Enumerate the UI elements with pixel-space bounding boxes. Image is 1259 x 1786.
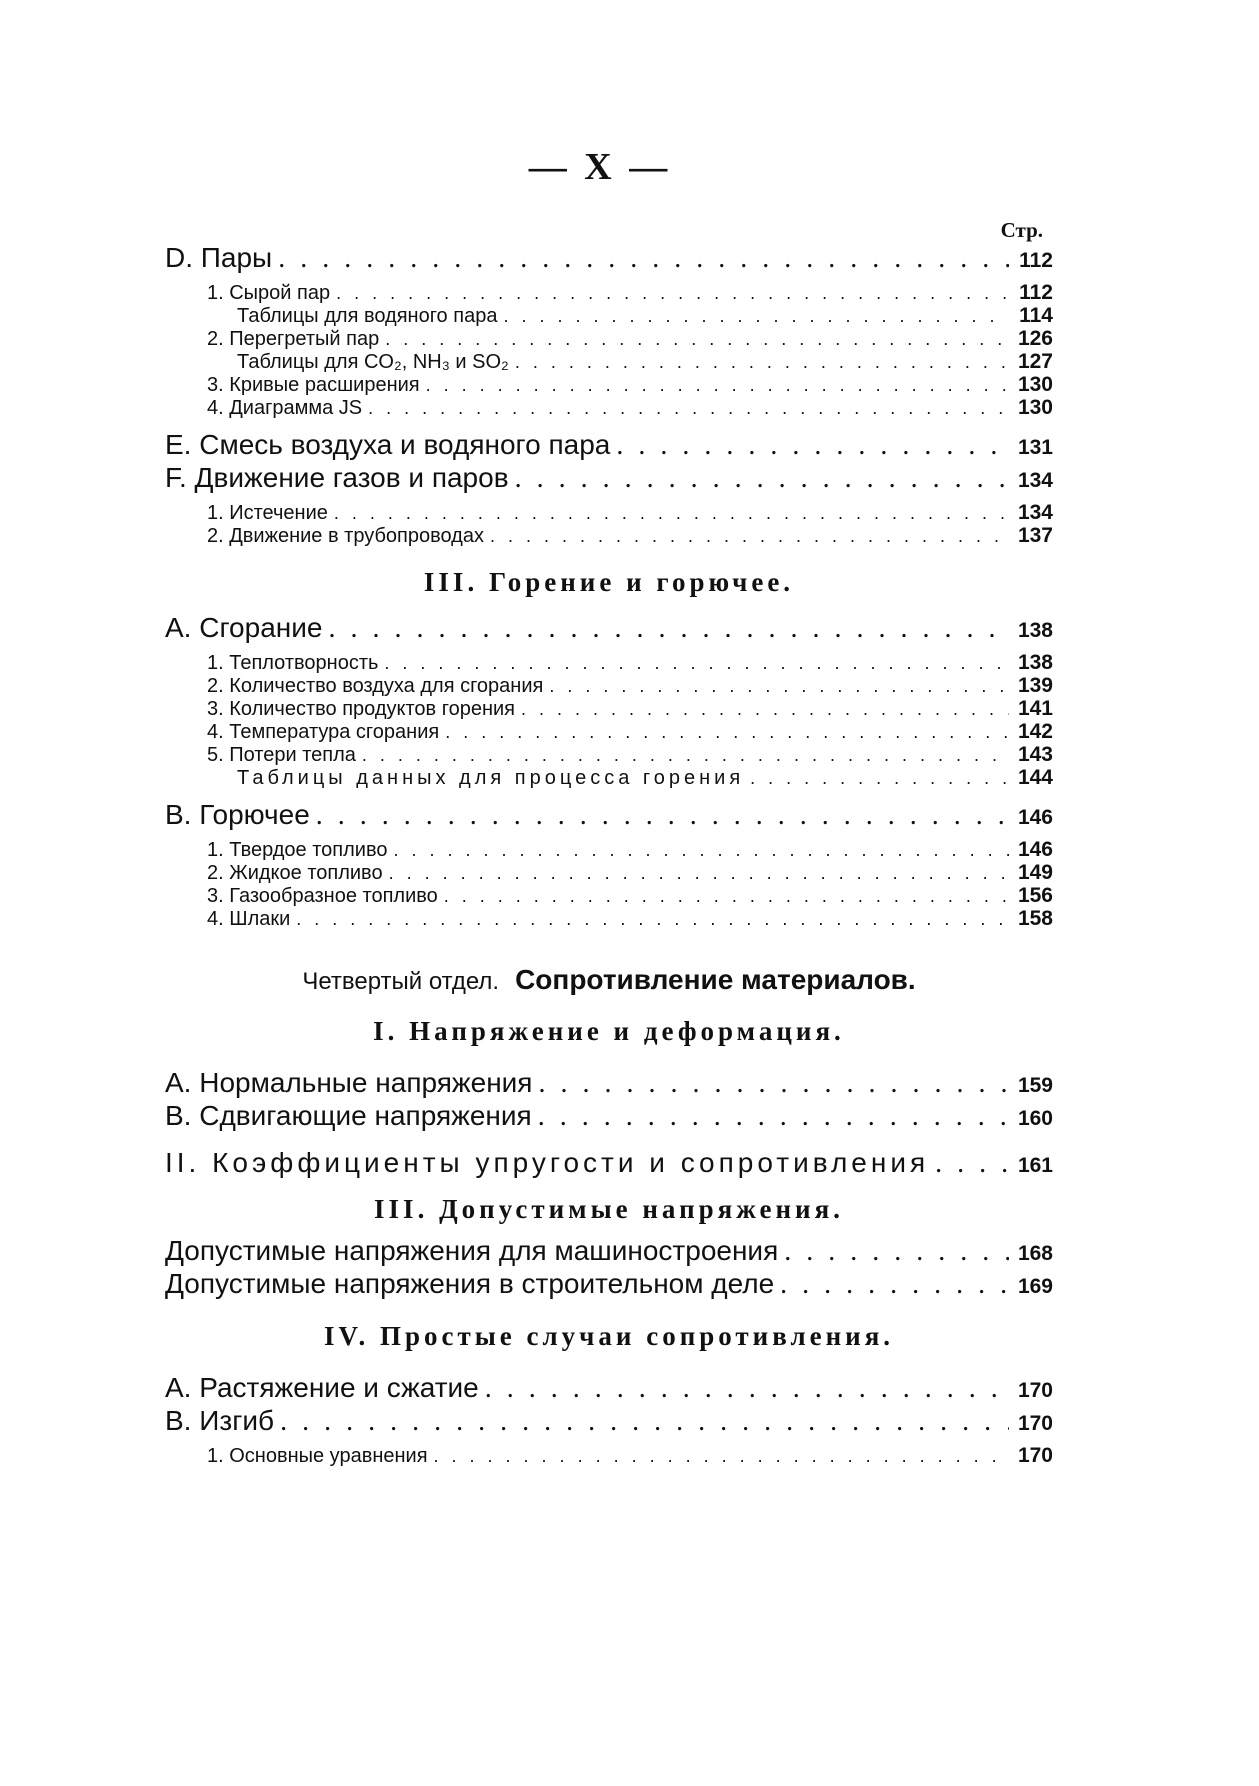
- toc-subentry[interactable]: [165, 524, 1053, 547]
- part-heading: [165, 964, 1053, 996]
- leader-dots: [296, 909, 1009, 930]
- leader-dots: [389, 863, 1009, 884]
- toc-entry-page: 134: [1017, 501, 1053, 524]
- leader-dots: [280, 1406, 1009, 1438]
- toc-entry-label: 1. Твердое топливо: [207, 839, 388, 861]
- leader-dots: [515, 352, 1009, 373]
- leader-dots: [445, 722, 1009, 743]
- table-of-contents: [165, 218, 1053, 1467]
- toc-entry-label: 1. Основные уравнения: [207, 1445, 428, 1467]
- leader-dots: [384, 653, 1009, 674]
- toc-entry[interactable]: [165, 1100, 1053, 1133]
- toc-subentry[interactable]: [165, 327, 1053, 350]
- toc-entry-page: 126: [1017, 327, 1053, 350]
- toc-entry-page: 141: [1017, 697, 1053, 720]
- toc-entry-label: E. Смесь воздуха и водяного пара: [165, 429, 611, 460]
- leader-dots: [334, 503, 1009, 524]
- toc-subentry[interactable]: [165, 884, 1053, 907]
- toc-entry-label: Таблицы для CO₂, NH₃ и SO₂: [237, 351, 509, 373]
- toc-entry-page: 158: [1017, 907, 1053, 930]
- toc-entry[interactable]: [165, 1405, 1053, 1438]
- toc-entry-page: 160: [1017, 1107, 1053, 1130]
- toc-subentry[interactable]: [165, 766, 1053, 789]
- part-title: Сопротивление материалов.: [515, 964, 916, 995]
- toc-entry-page: 112: [1019, 281, 1053, 304]
- toc-entry-page: 161: [1017, 1154, 1053, 1177]
- toc-entry[interactable]: [165, 799, 1053, 832]
- toc-entry-label: Допустимые напряжения в строительном деле: [165, 1268, 775, 1299]
- toc-entry-label: 3. Кривые расширения: [207, 374, 420, 396]
- toc-entry[interactable]: [165, 1268, 1053, 1301]
- toc-entry-page: 131: [1017, 436, 1053, 459]
- toc-entry-label: 1. Теплотворность: [207, 652, 379, 674]
- toc-entry-label: 3. Количество продуктов горения: [207, 698, 515, 720]
- toc-subentry[interactable]: [165, 720, 1053, 743]
- toc-entry-page: 127: [1017, 350, 1053, 373]
- leader-dots: [316, 800, 1009, 832]
- toc-entry-label: 2. Жидкое топливо: [207, 862, 383, 884]
- toc-entry-label: Таблицы для водяного пара: [237, 305, 498, 327]
- toc-subentry[interactable]: [165, 697, 1053, 720]
- toc-subentry[interactable]: [165, 373, 1053, 396]
- toc-entry-label: Допустимые напряжения для машиностроения: [165, 1235, 779, 1266]
- toc-entry-page: 130: [1017, 396, 1053, 419]
- toc-entry[interactable]: [165, 1147, 1053, 1180]
- toc-entry[interactable]: [165, 612, 1053, 645]
- chapter-heading: III. Горение и горючее.: [423, 567, 795, 597]
- toc-entry-label: 5. Потери тепла: [207, 744, 356, 766]
- chapter-heading: IV. Простые случаи сопротивления.: [323, 1321, 895, 1351]
- toc-subentry[interactable]: [165, 350, 1053, 373]
- chapter-heading: III. Допустимые напряжения.: [374, 1194, 844, 1224]
- toc-entry-label: 2. Движение в трубопроводах: [207, 525, 484, 547]
- toc-entry-page: 130: [1017, 373, 1053, 396]
- toc-entry-page: 170: [1017, 1444, 1053, 1467]
- toc-entry-page: 170: [1017, 1412, 1053, 1435]
- toc-entry-page: 114: [1019, 304, 1053, 327]
- toc-subentry[interactable]: [165, 1444, 1053, 1467]
- leader-dots: [538, 1101, 1009, 1133]
- toc-entry-page: 138: [1017, 619, 1053, 642]
- toc-subentry[interactable]: [165, 743, 1053, 766]
- toc-entry-page: 138: [1017, 651, 1053, 674]
- toc-entry-label: 4. Шлаки: [207, 908, 291, 930]
- toc-entry[interactable]: [165, 1372, 1053, 1405]
- leader-dots: [549, 676, 1009, 697]
- toc-entry-page: 159: [1017, 1074, 1053, 1097]
- toc-subentry[interactable]: [165, 281, 1053, 304]
- toc-subentry[interactable]: [165, 907, 1053, 930]
- toc-entry-page: 137: [1017, 524, 1053, 547]
- toc-entry-page: 143: [1017, 743, 1053, 766]
- toc-entry-label: 2. Перегретый пар: [207, 328, 380, 350]
- leader-dots: [935, 1148, 1009, 1180]
- leader-dots: [490, 526, 1009, 547]
- toc-entry[interactable]: [165, 462, 1053, 495]
- toc-entry-page: 142: [1017, 720, 1053, 743]
- page-column-label: Стр.: [1000, 218, 1043, 242]
- leader-dots: [394, 840, 1010, 861]
- toc-entry[interactable]: [165, 1235, 1053, 1268]
- leader-dots: [485, 1373, 1009, 1405]
- toc-entry-label: Таблицы данных для процесса горения: [237, 767, 745, 789]
- part-prefix: Четвертый отдел.: [302, 968, 500, 995]
- toc-subentry[interactable]: [165, 396, 1053, 419]
- leader-dots: [362, 745, 1009, 766]
- toc-entry-label: B. Горючее: [165, 799, 310, 830]
- toc-entry-page: 170: [1017, 1379, 1053, 1402]
- leader-dots: [515, 463, 1009, 495]
- leader-dots: [750, 768, 1009, 789]
- leader-dots: [434, 1446, 1009, 1467]
- toc-entry-label: 1. Сырой пар: [207, 282, 331, 304]
- leader-dots: [538, 1068, 1009, 1100]
- toc-entry-page: 112: [1019, 249, 1053, 272]
- leader-dots: [521, 699, 1009, 720]
- leader-dots: [368, 398, 1009, 419]
- leader-dots: [784, 1236, 1009, 1268]
- toc-entry-label: D. Пары: [165, 242, 273, 273]
- toc-entry-page: 169: [1017, 1275, 1053, 1298]
- leader-dots: [780, 1269, 1009, 1301]
- toc-entry-page: 146: [1017, 838, 1053, 861]
- toc-subentry[interactable]: [165, 651, 1053, 674]
- toc-entry[interactable]: [165, 242, 1053, 275]
- toc-subentry[interactable]: [165, 304, 1053, 327]
- toc-entry-page: 144: [1017, 766, 1053, 789]
- toc-entry-label: B. Сдвигающие напряжения: [165, 1100, 532, 1131]
- toc-entry-page: 146: [1017, 806, 1053, 829]
- leader-dots: [278, 243, 1009, 275]
- leader-dots: [503, 306, 1009, 327]
- toc-entry-label: A. Растяжение и сжатие: [165, 1372, 479, 1403]
- toc-entry-label: 4. Температура сгорания: [207, 721, 440, 743]
- chapter-heading: I. Напряжение и деформация.: [373, 1016, 845, 1046]
- toc-entry-label: 1. Истечение: [207, 502, 328, 524]
- toc-entry-label: II. Коэффициенты упругости и сопротивления: [165, 1147, 930, 1178]
- toc-entry-page: 168: [1017, 1242, 1053, 1265]
- toc-entry-label: A. Сгорание: [165, 612, 323, 643]
- leader-dots: [444, 886, 1009, 907]
- toc-subentry[interactable]: [165, 861, 1053, 884]
- toc-entry-label: 2. Количество воздуха для сгорания: [207, 675, 544, 697]
- toc-entry-page: 139: [1017, 674, 1053, 697]
- toc-entry[interactable]: [165, 429, 1053, 462]
- toc-entry-page: 134: [1017, 469, 1053, 492]
- toc-entry[interactable]: [165, 1067, 1053, 1100]
- page-number: — X —: [528, 146, 672, 188]
- leader-dots: [336, 283, 1009, 304]
- leader-dots: [616, 430, 1009, 462]
- toc-subentry[interactable]: [165, 838, 1053, 861]
- leader-dots: [426, 375, 1009, 396]
- toc-subentry[interactable]: [165, 674, 1053, 697]
- leader-dots: [328, 613, 1009, 645]
- toc-entry-label: 3. Газообразное топливо: [207, 885, 438, 907]
- toc-entry-page: 156: [1017, 884, 1053, 907]
- toc-entry-label: 4. Диаграмма JS: [207, 397, 363, 419]
- toc-entry-page: 149: [1017, 861, 1053, 884]
- toc-entry-label: A. Нормальные напряжения: [165, 1067, 533, 1098]
- toc-entry-label: B. Изгиб: [165, 1405, 275, 1436]
- toc-entry-label: F. Движение газов и паров: [165, 462, 509, 493]
- toc-subentry[interactable]: [165, 501, 1053, 524]
- leader-dots: [385, 329, 1009, 350]
